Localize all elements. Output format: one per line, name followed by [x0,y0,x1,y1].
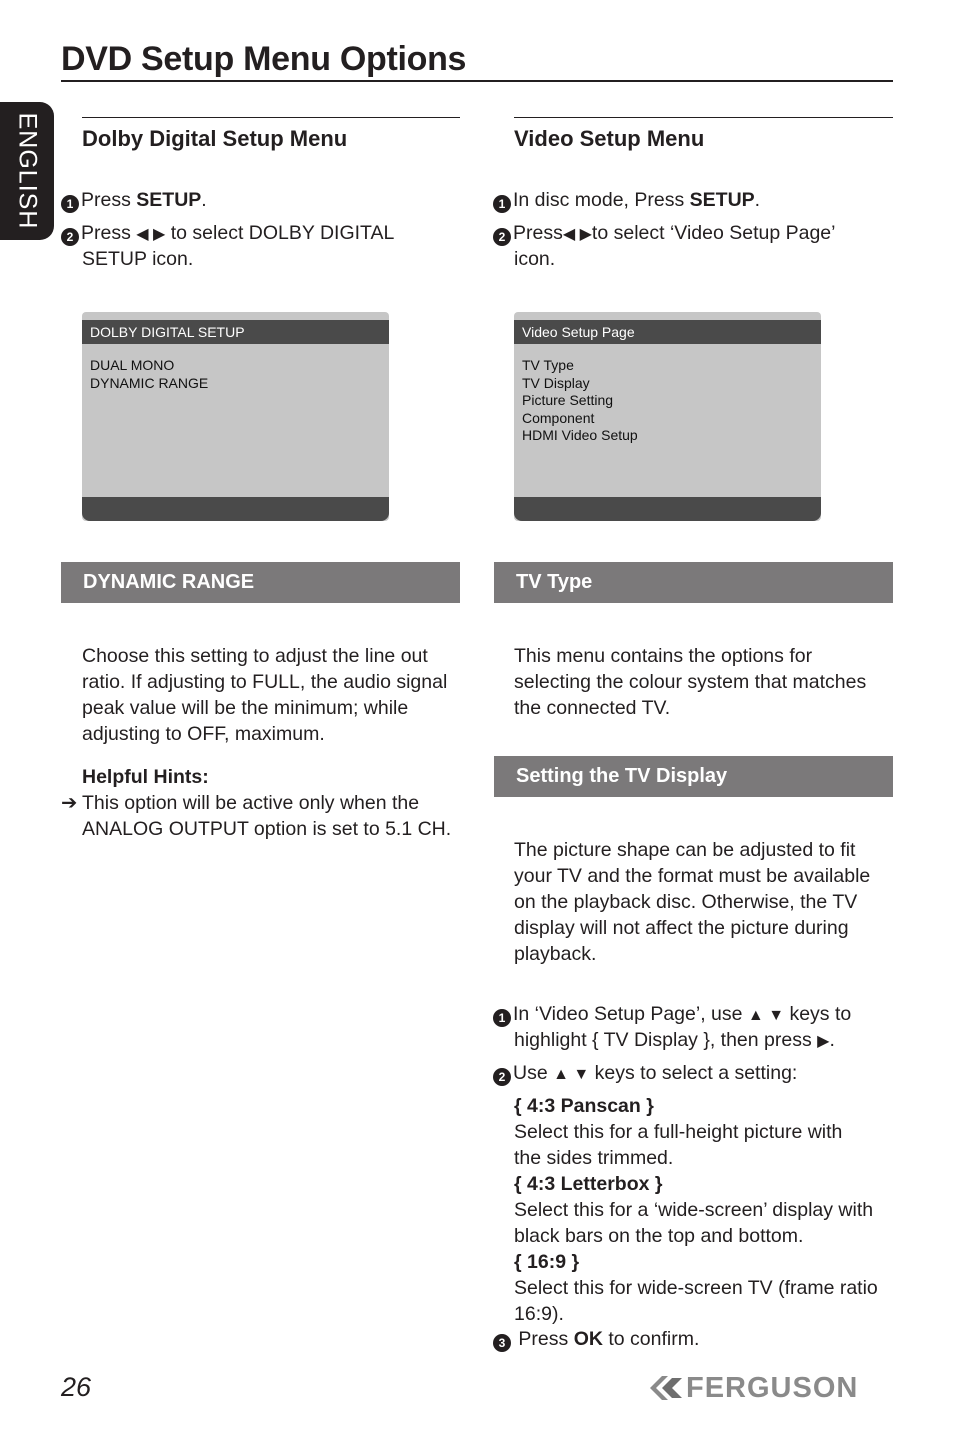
tv-display-body: The picture shape can be adjusted to fit your TV and the format must be available on the playback disc. Otherwise, the TV display will not affect the picture during playback. [514,839,871,965]
left-step-2-cont: SETUP icon. [82,248,194,270]
video-setup-page-screen [514,312,821,521]
right-step-2: 2 Press◀ ▶to select ‘Video Setup Page’ [493,220,835,248]
option-panscan-label: { 4:3 Panscan } [514,1095,654,1117]
option-169-desc: Select this for wide-screen TV (frame ratio 16:9). [514,1277,878,1325]
left-right-arrows-icon: ◀ ▶ [562,226,592,243]
dynamic-range-body: Choose this setting to adjust the line out ratio. If adjusting to FULL, the audio signal peak value will be the minimum; while adjusting to OFF, maximum. [82,645,448,745]
option-letterbox-desc: Select this for a ‘wide-screen’ display with black bars on the top and bottom. [514,1199,874,1247]
up-down-arrows-icon: ▲ ▼ [553,1066,590,1083]
osd-item-picture-setting: Picture Setting [522,392,614,408]
step-number-2: 2 [61,228,79,246]
dolby-digital-setup-screen [82,312,389,521]
osd-item-hdmi-video-setup: HDMI Video Setup [522,427,638,443]
page-number: 26 [61,1372,92,1402]
left-right-arrows-icon: ◀ ▶ [136,226,166,243]
brand-name: FERGUSON [686,1372,859,1404]
setup-key: SETUP [136,189,202,211]
setup-key: SETUP [689,189,755,211]
ok-key: OK [573,1328,603,1350]
dynamic-range-bar: DYNAMIC RANGE [61,562,460,603]
option-letterbox-label: { 4:3 Letterbox } [514,1173,663,1195]
option-169-label: { 16:9 } [514,1251,580,1273]
osd-item-component: Component [522,409,595,426]
osd-menu [90,357,208,392]
language-tab-label: ENGLISH [13,112,42,230]
display-step-1-cont: highlight { TV Display }, then press ▶. [514,1029,835,1051]
step-number-1: 1 [493,195,511,213]
right-step-2-cont: icon. [514,248,556,270]
step-number-1: 1 [493,1009,511,1027]
hint-arrow-icon: ➔ [61,792,78,814]
title-rule [61,80,893,82]
left-step-2: 2 Press ◀ ▶ to select DOLBY DIGITAL [61,220,394,248]
display-options [514,1093,878,1327]
osd-footer [514,497,821,521]
ferguson-logo-icon [648,1370,684,1406]
osd-menu [522,357,638,445]
osd-item-tv-type: TV Type [522,357,574,373]
step-number-1: 1 [61,195,79,213]
up-down-arrows-icon: ▲ ▼ [747,1007,785,1024]
step-number-2: 2 [493,1068,511,1086]
step-number-2: 2 [493,228,511,246]
osd-footer [82,497,389,521]
tv-display-bar: Setting the TV Display [494,756,893,797]
left-step-1: 1 Press SETUP. [61,187,207,213]
tv-type-bar: TV Type [494,562,893,603]
page-title: DVD Setup Menu Options [61,40,467,78]
language-tab [0,102,54,240]
left-column-rule [82,117,460,118]
osd-item-dual-mono: DUAL MONO [90,357,175,373]
helpful-hints-title: Helpful Hints: [82,766,209,788]
display-step-2: 2 Use ▲ ▼ keys to select a setting: [493,1060,797,1088]
osd-item-tv-display: TV Display [522,374,590,391]
ferguson-logo [648,1370,893,1406]
dolby-digital-heading: Dolby Digital Setup Menu [82,126,348,151]
osd-item-dynamic-range: DYNAMIC RANGE [90,374,209,391]
step-number-3: 3 [493,1334,511,1352]
right-column-rule [514,117,893,118]
option-panscan-desc: Select this for a full-height picture with the sides trimmed. [514,1121,843,1169]
right-step-1: 1 In disc mode, Press SETUP. [493,187,760,213]
osd-title: Video Setup Page [514,320,821,344]
osd-title: DOLBY DIGITAL SETUP [82,320,389,344]
display-step-3: 3 Press OK to confirm. [493,1326,699,1352]
tv-type-body: This menu contains the options for selecting the colour system that matches the connected TV. [514,645,867,719]
display-step-1: 1 In ‘Video Setup Page’, use ▲ ▼ keys to [493,1001,851,1029]
helpful-hints-text: This option will be active only when the ANALOG OUTPUT option is set to 5.1 CH. [82,792,452,840]
video-setup-heading: Video Setup Menu [514,126,705,151]
right-arrow-icon: ▶ [817,1033,830,1050]
